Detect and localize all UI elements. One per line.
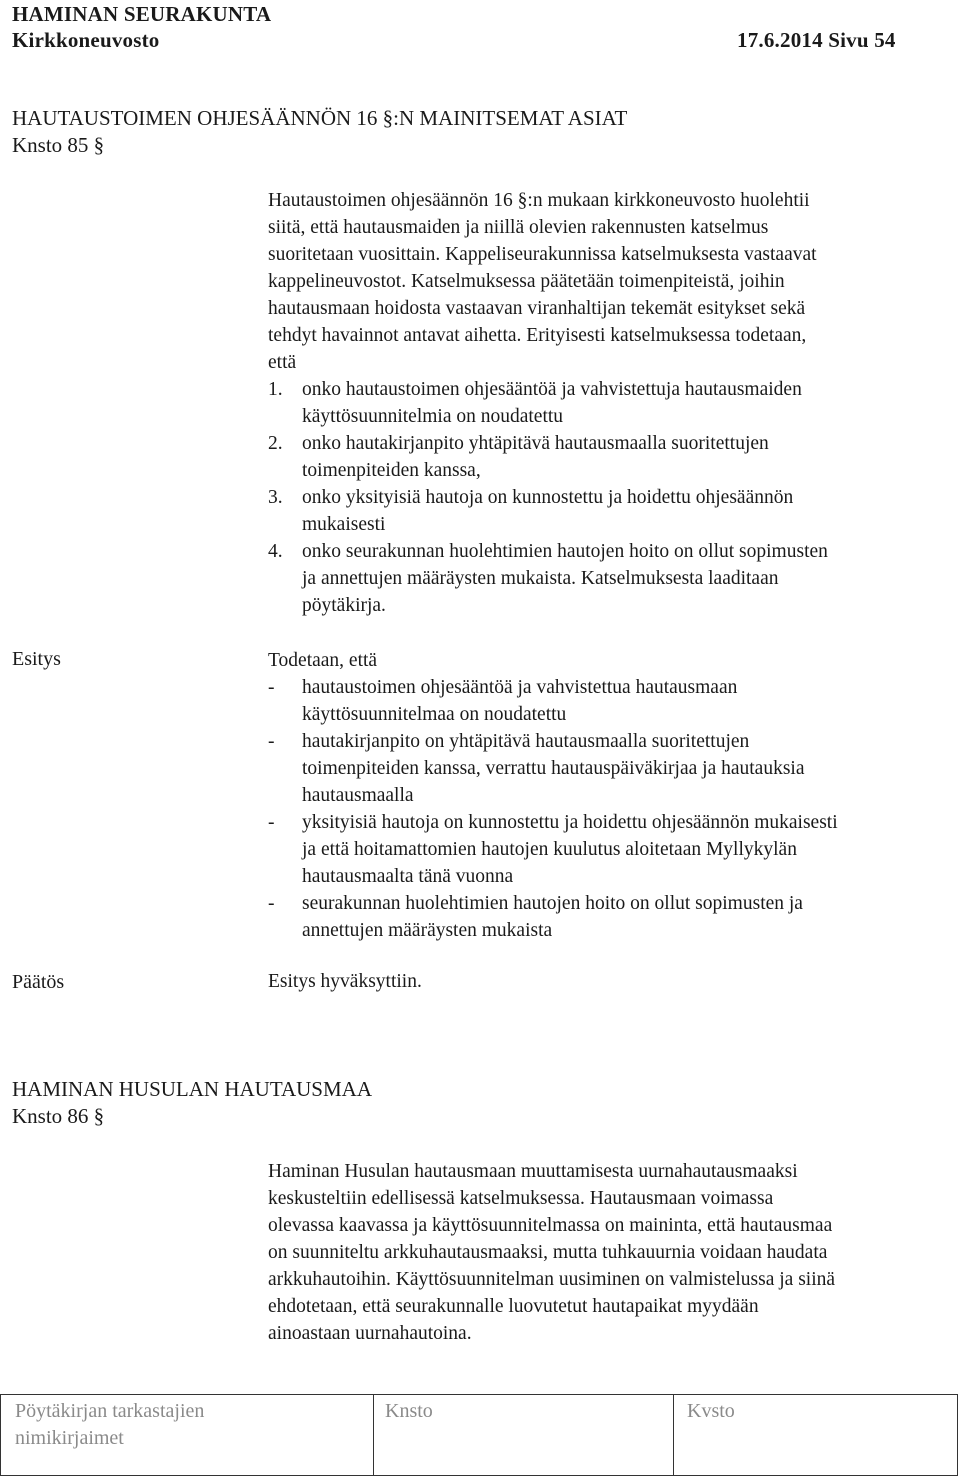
intro-line: että	[268, 352, 297, 373]
esitys-item-text: annettujen määräysten mukaista	[302, 920, 553, 941]
intro-line: Hautaustoimen ohjesäännön 16 §:n mukaan kirkkoneuvosto huolehtii	[268, 190, 810, 211]
esitys-item	[268, 809, 838, 890]
list-item-text: toimenpiteiden kanssa,	[302, 460, 481, 481]
dash-mark: -	[268, 893, 275, 914]
list-number: 3.	[268, 487, 283, 508]
esitys-item-text: toimenpiteiden kanssa, verrattu hautauspäiväkirjaa ja hautauksia	[302, 758, 805, 779]
dash-mark: -	[268, 731, 275, 752]
body-line: keskusteltiin edellisessä katselmuksessa. Hautausmaan voimassa	[268, 1188, 774, 1209]
esitys-body	[268, 647, 838, 944]
intro-line: siitä, että hautausmaiden ja niillä olevien rakennusten katselmus	[268, 217, 769, 238]
list-item	[268, 376, 828, 430]
list-item-text: käyttösuunnitelmia on noudatettu	[302, 406, 564, 427]
footer-kvsto: Kvsto	[687, 1400, 735, 1422]
body-line: on suunniteltu arkkuhautausmaaksi, mutta tuhkauurnia voidaan haudata	[268, 1242, 828, 1263]
section1-body	[268, 187, 828, 619]
body-line: Haminan Husulan hautausmaan muuttamisesta uurnahautausmaaksi	[268, 1161, 798, 1182]
esitys-item-text: hautakirjanpito on yhtäpitävä hautausmaalla suoritettujen	[302, 731, 750, 752]
esitys-item-text: seurakunnan huolehtimien hautojen hoito on ollut sopimusten ja	[302, 893, 803, 914]
list-number: 4.	[268, 541, 283, 562]
dash-mark: -	[268, 812, 275, 833]
section2-ref: Knsto 86 §	[12, 1104, 105, 1128]
esitys-item-text: yksityisiä hautoja on kunnostettu ja hoidettu ohjesäännön mukaisesti	[302, 812, 838, 833]
date-page: 17.6.2014 Sivu 54	[737, 28, 896, 52]
footer-cell-inspectors	[1, 1395, 374, 1475]
esitys-item	[268, 890, 838, 944]
dash-mark: -	[268, 677, 275, 698]
body-line: ainoastaan uurnahautoina.	[268, 1323, 472, 1344]
list-item-text: onko hautakirjanpito yhtäpitävä hautausmaalla suoritettujen	[302, 433, 769, 454]
esitys-item-text: käyttösuunnitelmaa on noudatettu	[302, 704, 567, 725]
footer-inspectors-line1: Pöytäkirjan tarkastajien	[15, 1400, 205, 1422]
footer-cell-kvsto	[673, 1395, 957, 1475]
body-line: olevassa kaavassa ja käyttösuunnitelmassa on maininta, että hautausmaa	[268, 1215, 833, 1236]
footer-inspectors-line2: nimikirjaimet	[15, 1427, 124, 1449]
signature-footer	[0, 1394, 958, 1476]
esitys-item	[268, 674, 838, 728]
list-item	[268, 430, 828, 484]
intro-line: hautausmaan hoidosta vastaavan viranhaltijan tekemät esitykset sekä	[268, 298, 806, 319]
paatos-text: Esitys hyväksyttiin.	[268, 971, 422, 992]
body-line: arkkuhautoihin. Käyttösuunnitelman uusiminen on valmistelussa ja siinä	[268, 1269, 836, 1290]
esitys-item-text: hautausmaalta tänä vuonna	[302, 866, 514, 887]
intro-line: kappelineuvostot. Katselmuksessa päätetään toimenpiteistä, joihin	[268, 271, 785, 292]
intro-line: suoritetaan vuosittain. Kappeliseurakunnissa katselmuksesta vastaavat	[268, 244, 817, 265]
list-item-text: mukaisesti	[302, 514, 386, 535]
footer-knsto: Knsto	[385, 1400, 433, 1422]
list-item-text: onko hautaustoimen ohjesääntöä ja vahvistettuja hautausmaiden	[302, 379, 802, 400]
paatos-label: Päätös	[12, 971, 65, 993]
list-number: 1.	[268, 379, 283, 400]
esitys-item-text: hautausmaalla	[302, 785, 414, 806]
footer-cell-knsto	[373, 1395, 674, 1475]
section1-title: HAUTAUSTOIMEN OHJESÄÄNNÖN 16 §:N MAINITSEMAT ASIAT	[12, 106, 628, 130]
intro-line: tehdyt havainnot antavat aihetta. Erityisesti katselmuksessa todetaan,	[268, 325, 807, 346]
list-number: 2.	[268, 433, 283, 454]
org-name: HAMINAN SEURAKUNTA	[12, 2, 272, 26]
esitys-item	[268, 728, 838, 809]
list-item	[268, 538, 828, 619]
esitys-item-text: hautaustoimen ohjesääntöä ja vahvistettua hautausmaan	[302, 677, 738, 698]
esitys-intro: Todetaan, että	[268, 650, 378, 671]
list-item-text: ja annettujen määräysten mukaista. Katselmuksesta laaditaan	[302, 568, 779, 589]
body-name: Kirkkoneuvosto	[12, 28, 160, 52]
esitys-label: Esitys	[12, 648, 61, 670]
section1-ref: Knsto 85 §	[12, 133, 105, 157]
list-item	[268, 484, 828, 538]
esitys-item-text: ja että hoitamattomien hautojen kuulutus aloitetaan Myllykylän	[302, 839, 797, 860]
list-item-text: onko yksityisiä hautoja on kunnostettu ja hoidettu ohjesäännön	[302, 487, 794, 508]
section2-body	[268, 1158, 835, 1347]
body-line: ehdotetaan, että seurakunnalle luovutetut hautapaikat myydään	[268, 1296, 759, 1317]
list-item-text: onko seurakunnan huolehtimien hautojen hoito on ollut sopimusten	[302, 541, 828, 562]
section2-title: HAMINAN HUSULAN HAUTAUSMAA	[12, 1077, 372, 1101]
list-item-text: pöytäkirja.	[302, 595, 386, 616]
